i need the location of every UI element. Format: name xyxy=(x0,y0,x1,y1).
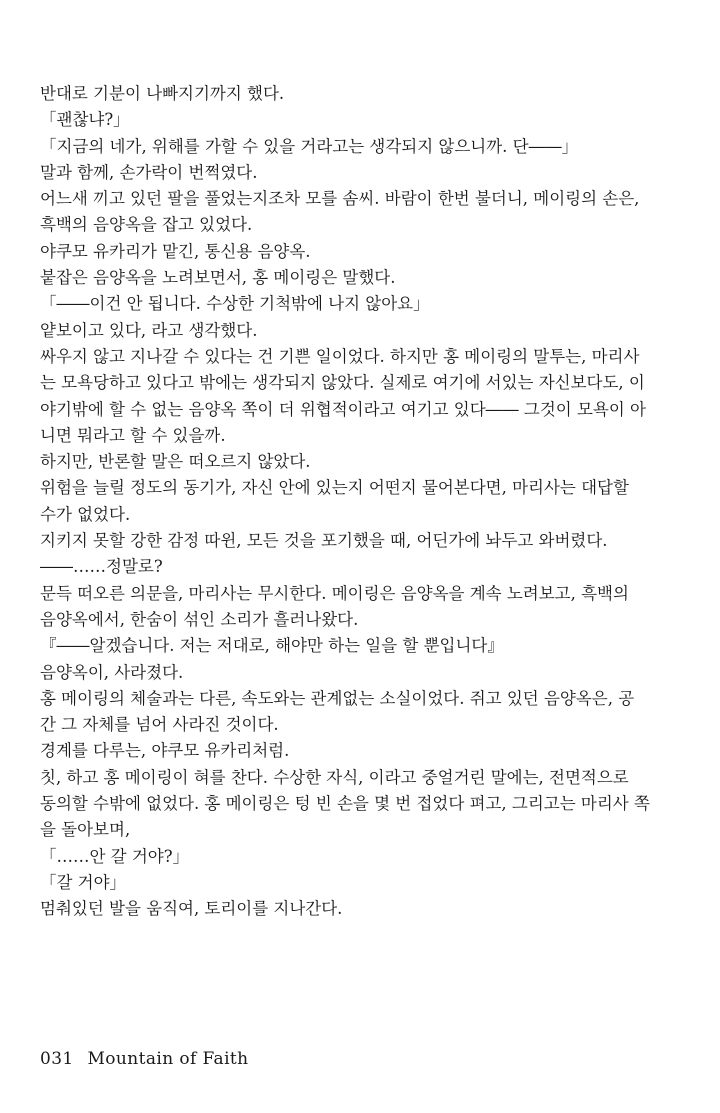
text-line: 음양옥이, 사라졌다. xyxy=(40,662,184,682)
body-text xyxy=(40,81,685,923)
text-line: 흑백의 음양옥을 잡고 있었다. xyxy=(40,215,253,235)
text-line: 붙잡은 음양옥을 노려보면서, 홍 메이링은 말했다. xyxy=(40,268,396,288)
text-line: 는 모욕당하고 있다고 밖에는 생각되지 않았다. 실제로 여기에 서있는 자신보다도, 이 xyxy=(40,373,645,393)
text-line: 반대로 기분이 나빠지기까지 했다. xyxy=(40,84,285,103)
text-line: 위험을 늘릴 정도의 동기가, 자신 안에 있는지 어떤지 물어본다면, 마리사는 대답할 xyxy=(40,478,629,498)
text-line: ――……정말로? xyxy=(40,557,163,577)
text-line: 간 그 자체를 넘어 사라진 것이다. xyxy=(40,715,279,735)
text-line: 얕보이고 있다, 라고 생각했다. xyxy=(40,320,258,340)
text-line: 「――이건 안 됩니다. 수상한 기척밖에 나지 않아요」 xyxy=(40,294,430,314)
text-line: 홍 메이링의 체술과는 다른, 속도와는 관계없는 소실이었다. 쥐고 있던 음양옥은, 공 xyxy=(40,688,635,708)
text-line: 싸우지 않고 지나갈 수 있다는 건 기쁜 일이었다. 하지만 홍 메이링의 말투는, 마리사 xyxy=(40,346,640,366)
text-line: 멈춰있던 발을 움직여, 토리이를 지나간다. xyxy=(40,899,343,919)
text-line: 경계를 다루는, 야쿠모 유카리처럼. xyxy=(40,741,290,761)
text-line: 「괜찮냐?」 xyxy=(40,110,130,130)
text-line: 지키지 못할 강한 감정 따윈, 모든 것을 포기했을 때, 어딘가에 놔두고 와버렸다. xyxy=(40,531,608,551)
text-line: 「지금의 네가, 위해를 가할 수 있을 거라고는 생각되지 않으니까. 단――」 xyxy=(40,136,579,156)
text-line: 어느새 끼고 있던 팔을 풀었는지조차 모를 솜씨. 바람이 한번 불더니, 메이링의 손은, xyxy=(40,189,640,209)
text-line: 니면 뭐라고 할 수 있을까. xyxy=(40,425,226,445)
text-line: 문득 떠오른 의문을, 마리사는 무시한다. 메이링은 음양옥을 계속 노려보고, 흑백의 xyxy=(40,583,629,603)
text-line: 칫, 하고 홍 메이링이 혀를 찬다. 수상한 자식, 이라고 중얼거린 말에는, 전면적으로 xyxy=(40,767,629,787)
page-number: 031 xyxy=(40,1049,74,1069)
text-line: 하지만, 반론할 말은 떠오르지 않았다. xyxy=(40,452,311,472)
text-line: 수가 없었다. xyxy=(40,504,131,524)
text-line: 「……안 갈 거야?」 xyxy=(40,846,190,866)
text-line: 야기밖에 할 수 없는 음양옥 쪽이 더 위협적이라고 여기고 있다―― 그것이 모욕이 아 xyxy=(40,399,646,419)
text-line: 동의할 수밖에 없었다. 홍 메이링은 텅 빈 손을 몇 번 접었다 펴고, 그리고는 마리사 쪽 xyxy=(40,794,650,814)
book-title: Mountain of Faith xyxy=(87,1049,249,1069)
text-line: 말과 함께, 손가락이 번쩍였다. xyxy=(40,162,258,182)
text-line: 음양옥에서, 한숨이 섞인 소리가 흘러나왔다. xyxy=(40,609,359,629)
text-line: 『――알겠습니다. 저는 저대로, 해야만 하는 일을 할 뿐입니다』 xyxy=(40,636,504,656)
text-line: 「갈 거야」 xyxy=(40,872,127,892)
text-line: 야쿠모 유카리가 맡긴, 통신용 음양옥. xyxy=(40,241,311,261)
text-line: 을 돌아보며, xyxy=(40,820,131,840)
page-footer xyxy=(40,1049,249,1069)
